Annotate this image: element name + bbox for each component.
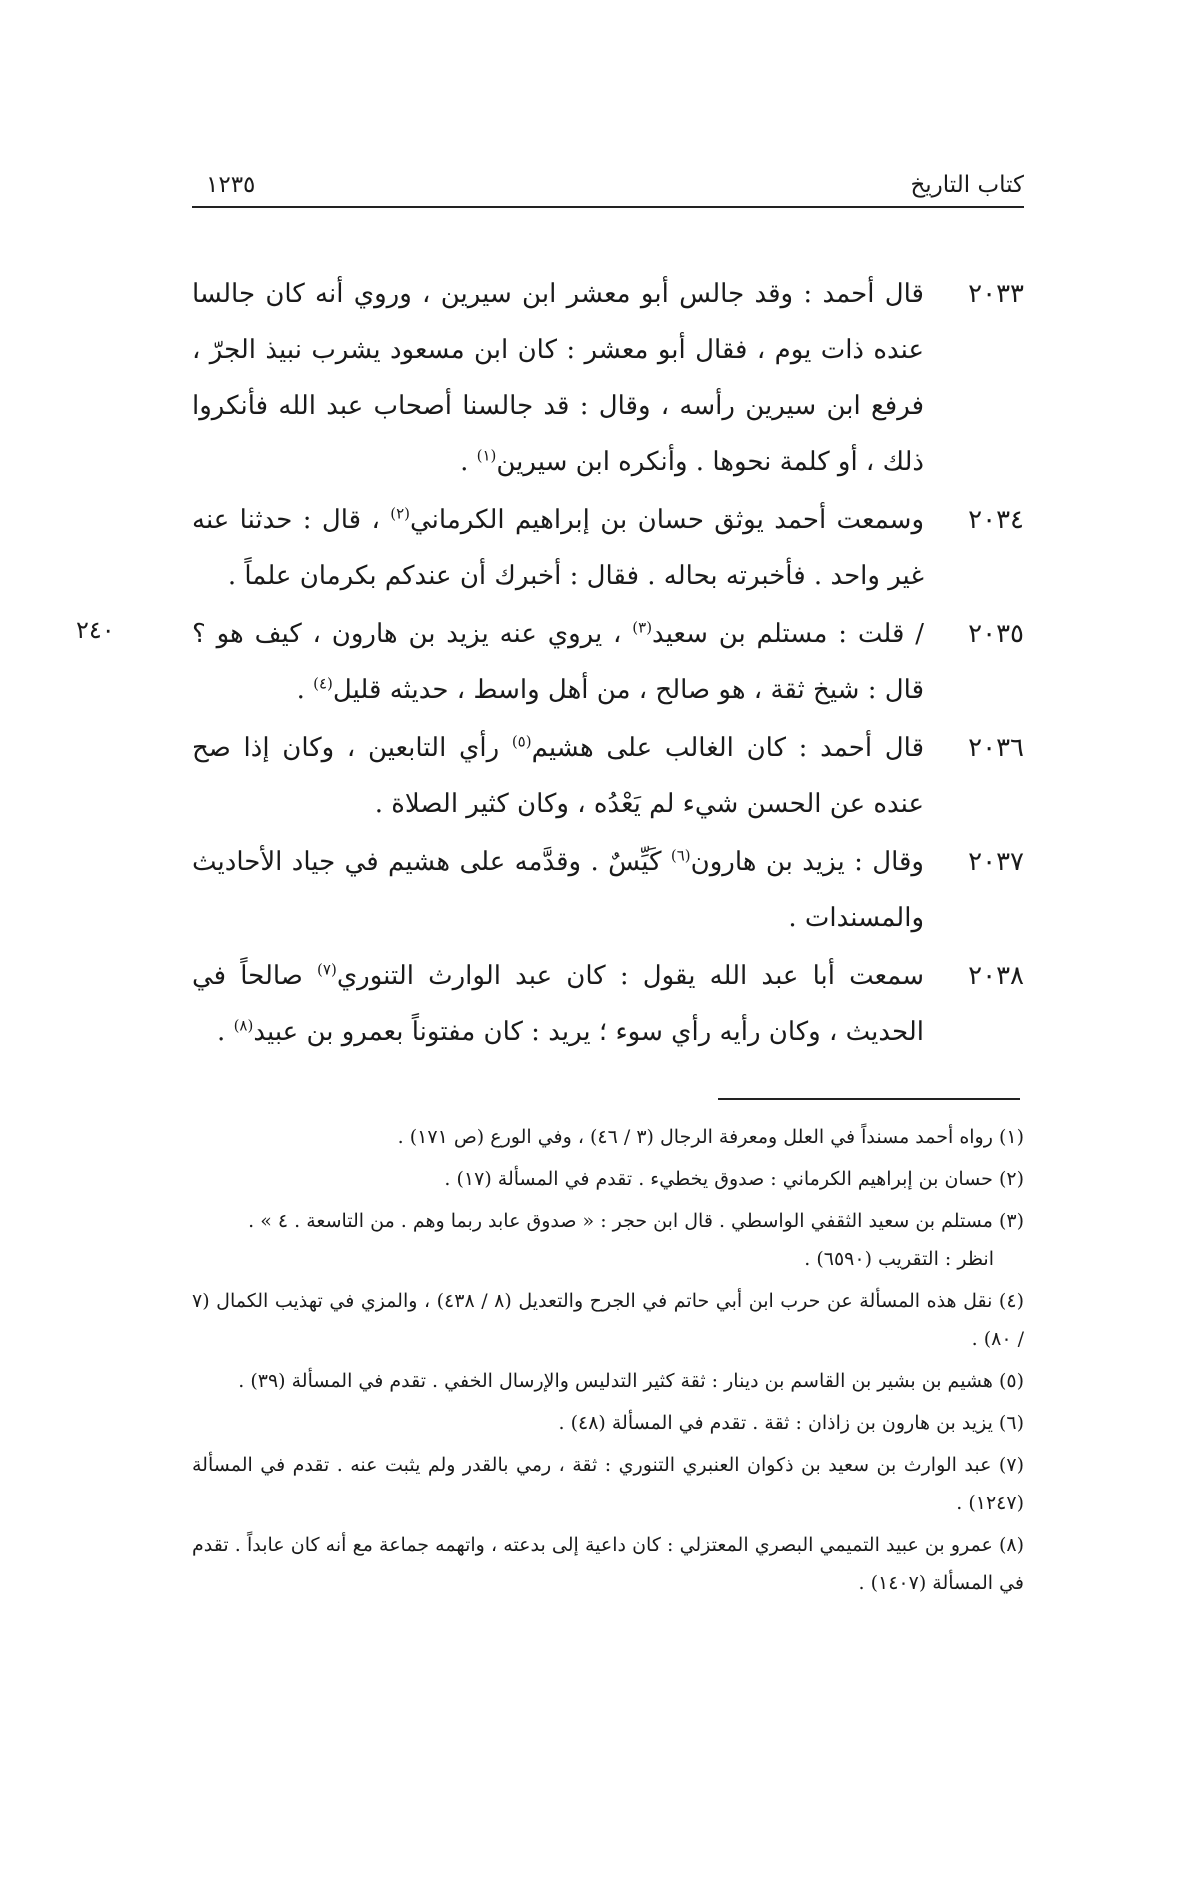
- entry: [192, 720, 1024, 832]
- entry-text: [192, 948, 924, 1060]
- entry-text-part: ، قال : حدثنا عنه غير واحد . فأخبرته بحاله . فقال : أخبرك أن عندكم بكرمان علماً .: [192, 505, 924, 591]
- footnote-continuation: انظر : التقريب (٦٥٩٠) .: [804, 1248, 994, 1270]
- entry-text-part: رأي التابعين ، وكان إذا صح عنده عن الحسن شيء لم يَعْدُه ، وكان كثير الصلاة .: [192, 733, 924, 819]
- footnote-ref: (٧): [317, 960, 337, 979]
- footnote: [192, 1446, 1024, 1522]
- entry-number: ٢٠٣٥: [968, 619, 1024, 649]
- entry-text-part: .: [296, 675, 314, 705]
- entry-text: [192, 720, 924, 832]
- page-number: ١٢٣٥: [206, 172, 256, 198]
- footnote-ref: (٣): [632, 618, 653, 637]
- entry: [192, 948, 1024, 1060]
- footnote: [192, 1404, 1024, 1442]
- footnote-ref: (٢): [390, 504, 411, 523]
- footnote-text: (٤) نقل هذه المسألة عن حرب ابن أبي حاتم في الجرح والتعديل (٨ / ٤٣٨) ، والمزي في تهذيب الكمال (٧ / ٨٠) .: [192, 1290, 1024, 1350]
- entry-number: ٢٠٣٦: [968, 733, 1024, 763]
- footnote-ref: (٥): [511, 732, 532, 751]
- footnote-ref: (٦): [670, 846, 691, 865]
- footnote-ref: (٨): [233, 1016, 254, 1035]
- entry-text-part: كَيِّسٌ . وقدَّمه على هشيم في جياد الأحاديث والمسندات .: [192, 847, 924, 933]
- entry-text: [192, 606, 924, 718]
- entries-list: [192, 266, 1024, 1062]
- entry-text-part: وسمعت أحمد يوثق حسان بن إبراهيم الكرماني: [410, 505, 924, 535]
- entry-number: ٢٠٣٤: [968, 505, 1024, 535]
- running-header: [192, 170, 1024, 208]
- entry-text: [192, 492, 924, 604]
- footnote-text: (١) رواه أحمد مسنداً في العلل ومعرفة الرجال (٣ / ٤٦) ، وفي الورع (ص ١٧١) .: [397, 1126, 1024, 1148]
- footnote-text: (٨) عمرو بن عبيد التميمي البصري المعتزلي : كان داعية إلى بدعته ، واتهمه جماعة مع أنه كان عابداً . تقدم في المسألة (١٤٠٧) .: [192, 1534, 1024, 1594]
- entry-text-part: قال أحمد : كان الغالب على هشيم: [531, 733, 924, 763]
- footnote: [192, 1362, 1024, 1400]
- entry: [192, 266, 1024, 490]
- footnote: [192, 1282, 1024, 1358]
- entry: [192, 606, 1024, 718]
- entry-text: [192, 266, 924, 490]
- footnote-text: (٣) مستلم بن سعيد الثقفي الواسطي . قال ابن حجر : « صدوق عابد ربما وهم . من التاسعة . ٤ » .: [248, 1210, 1024, 1232]
- footnote: [192, 1118, 1024, 1156]
- entry-text-part: .: [460, 447, 477, 477]
- footnote-separator: [718, 1098, 1020, 1100]
- entry-number: ٢٠٣٣: [968, 279, 1024, 309]
- footnote-text: (٥) هشيم بن بشير بن القاسم بن دينار : ثقة كثير التدليس والإرسال الخفي . تقدم في المسألة (٣٩) .: [238, 1370, 1024, 1392]
- entry-text-part: وقال : يزيد بن هارون: [690, 847, 924, 877]
- entry-text-part: ، يروي عنه يزيد بن هارون ، كيف هو ؟ قال : شيخ ثقة ، هو صالح ، من أهل واسط ، حديثه قليل: [192, 619, 924, 705]
- entry-text-part: صالحاً في الحديث ، وكان رأيه رأي سوء ؛ يريد : كان مفتوناً بعمرو بن عبيد: [192, 961, 924, 1047]
- entry-text-part: سمعت أبا عبد الله يقول : كان عبد الوارث التنوري: [336, 961, 924, 991]
- entry-text-part: قال أحمد : وقد جالس أبو معشر ابن سيرين ، وروي أنه كان جالسا عنده ذات يوم ، فقال أبو معشر : كان ابن مسعود يشرب نبيذ الجرّ ، فرفع ابن سيرين رأسه ، وقال : قد جالسنا أصحاب عبد الله فأنكروا ذلك ، أو كلمة نحوها . وأنكره ابن سيرين: [192, 279, 924, 477]
- entry-number: ٢٠٣٧: [968, 847, 1024, 877]
- footnote-text: (٢) حسان بن إبراهيم الكرماني : صدوق يخطيء . تقدم في المسألة (١٧) .: [444, 1168, 1024, 1190]
- entry: [192, 492, 1024, 604]
- footnote-text: (٦) يزيد بن هارون بن زاذان : ثقة . تقدم في المسألة (٤٨) .: [558, 1412, 1024, 1434]
- footnote-ref: (٤): [313, 674, 333, 693]
- entry: [192, 834, 1024, 946]
- footnote: [192, 1202, 1024, 1278]
- footnote: [192, 1160, 1024, 1198]
- entry-number: ٢٠٣٨: [968, 961, 1024, 991]
- footnote-ref: (١): [476, 446, 497, 465]
- footnotes-list: [192, 1118, 1024, 1606]
- entry-text: [192, 834, 924, 946]
- footnote-text: (٧) عبد الوارث بن سعيد بن ذكوان العنبري التنوري : ثقة ، رمي بالقدر ولم يثبت عنه . تقدم في المسألة (١٢٤٧) .: [192, 1454, 1024, 1514]
- footnote: [192, 1526, 1024, 1602]
- margin-page-number: ٢٤٠: [76, 616, 115, 644]
- entry-text-part: / قلت : مستلم بن سعيد: [652, 619, 924, 649]
- entry-text-part: .: [217, 1017, 234, 1047]
- book-title: كتاب التاريخ: [910, 172, 1024, 198]
